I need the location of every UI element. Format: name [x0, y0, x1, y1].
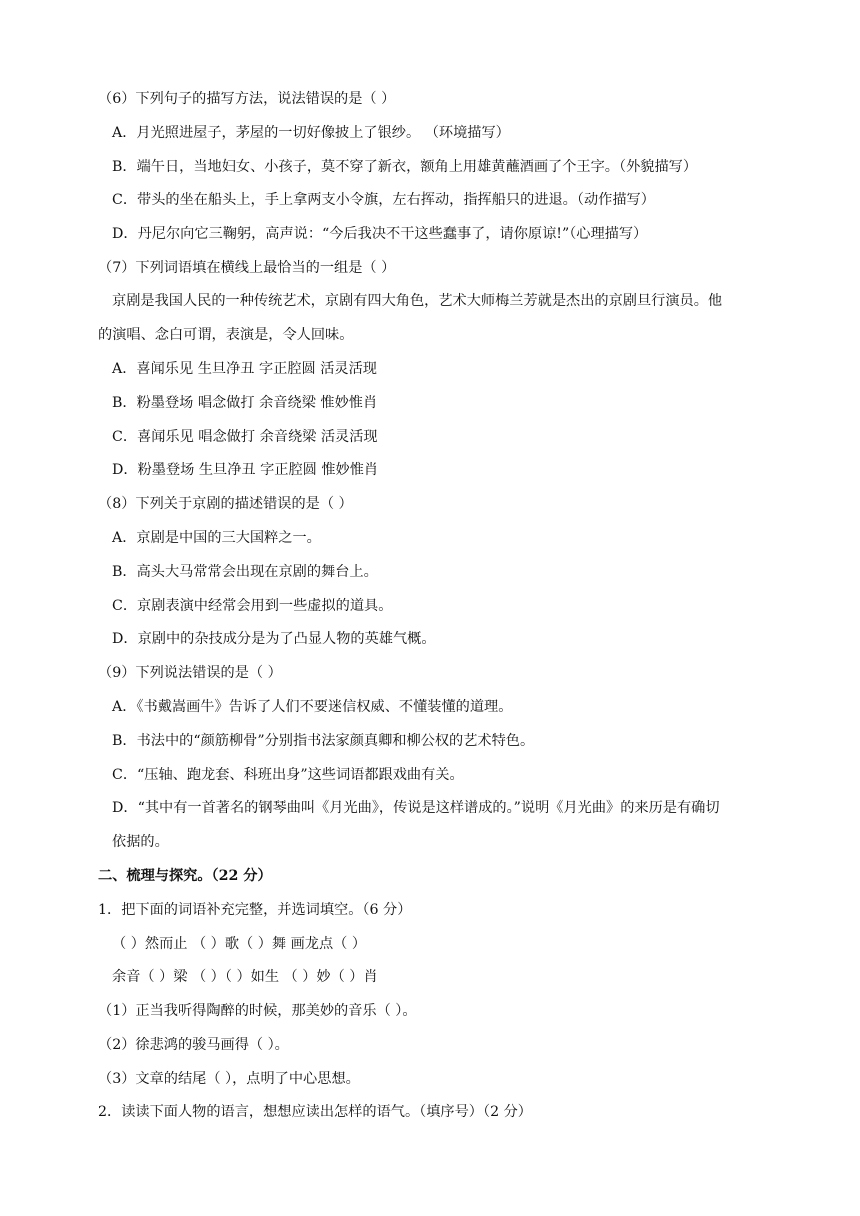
q6-option-b: B．端午日，当地妇女、小孩子，莫不穿了新衣，额角上用雄黄蘸酒画了个王字。（外貌描写） [112, 159, 698, 175]
q8-option-b: B．高头大马常常会出现在京剧的舞台上。 [112, 564, 378, 580]
q7-option-a: A．喜闻乐见 生旦净丑 字正腔圆 活灵活现 [112, 361, 377, 377]
q7-stem: （7）下列词语填在横线上最恰当的一组是（ ） [98, 260, 396, 276]
q9-option-d-line2: 依据的。 [112, 834, 169, 850]
q7-paragraph-line1: 京剧是我国人民的一种传统艺术，京剧有四大角色，艺术大师梅兰芳就是杰出的京剧旦行演员。他 [112, 293, 723, 309]
q6-option-c: C．带头的坐在船头上，手上拿两支小令旗，左右挥动，指挥船只的进退。（动作描写） [112, 192, 655, 208]
q6-option-a: A．月光照进屋子，茅屋的一切好像披上了银纱。 （环境描写） [112, 125, 510, 141]
s2-q1-word-row2: 余音（ ）梁 （ ）（ ）如生 （ ）妙（ ）肖 [112, 969, 378, 985]
q9-option-a: A．《书戴嵩画牛》告诉了人们不要迷信权威、不懂装懂的道理。 [112, 699, 513, 715]
s2-q2-stem: 2．读读下面人物的语言，想想应读出怎样的语气。（填序号）（2 分） [98, 1104, 532, 1120]
q8-stem: （8）下列关于京剧的描述错误的是（ ） [98, 496, 353, 512]
q6-stem: （6）下列句子的描写方法，说法错误的是（ ） [98, 91, 396, 107]
q6-option-d: D．丹尼尔向它三鞠躬，高声说：“今后我决不干这些蠢事了，请你原谅!”（心理描写） [112, 226, 648, 242]
s2-q1-sentence3: （3）文章的结尾（ ），点明了中心思想。 [98, 1071, 360, 1087]
q7-option-b: B．粉墨登场 唱念做打 余音绕梁 惟妙惟肖 [112, 395, 378, 411]
s2-q1-sentence1: （1）正当我听得陶醉的时候，那美妙的音乐（ ）。 [98, 1003, 417, 1019]
s2-q1-stem: 1．把下面的词语补充完整，并选词填空。（6 分） [98, 902, 412, 918]
s2-q1-word-row1: （ ）然而止 （ ）歌（ ）舞 画龙点（ ） [112, 936, 367, 952]
q7-option-d: D．粉墨登场 生旦净丑 字正腔圆 惟妙惟肖 [112, 462, 379, 478]
q8-option-c: C．京剧表演中经常会用到一些虚拟的道具。 [112, 598, 393, 614]
q9-option-c: C．“压轴、跑龙套、科班出身”这些词语都跟戏曲有关。 [112, 767, 464, 783]
q9-option-b: B．书法中的“颜筋柳骨”分别指书法家颜真卿和柳公权的艺术特色。 [112, 733, 535, 749]
q8-option-d: D．京剧中的杂技成分是为了凸显人物的英雄气概。 [112, 631, 436, 647]
q9-stem: （9）下列说法错误的是（ ） [98, 665, 282, 681]
q9-option-d-line1: D．“其中有一首著名的钢琴曲叫《月光曲》，传说是这样谱成的。”说明《月光曲》的来历是有确切 [112, 800, 720, 816]
q7-option-c: C．喜闻乐见 唱念做打 余音绕梁 活灵活现 [112, 429, 378, 445]
q7-paragraph-line2: 的演唱、念白可谓，表演是，令人回味。 [98, 327, 354, 343]
s2-q1-sentence2: （2）徐悲鸿的骏马画得（ ）。 [98, 1037, 289, 1053]
section-heading: 二、梳理与探究。（22 分） [98, 868, 272, 884]
q8-option-a: A．京剧是中国的三大国粹之一。 [112, 530, 321, 546]
